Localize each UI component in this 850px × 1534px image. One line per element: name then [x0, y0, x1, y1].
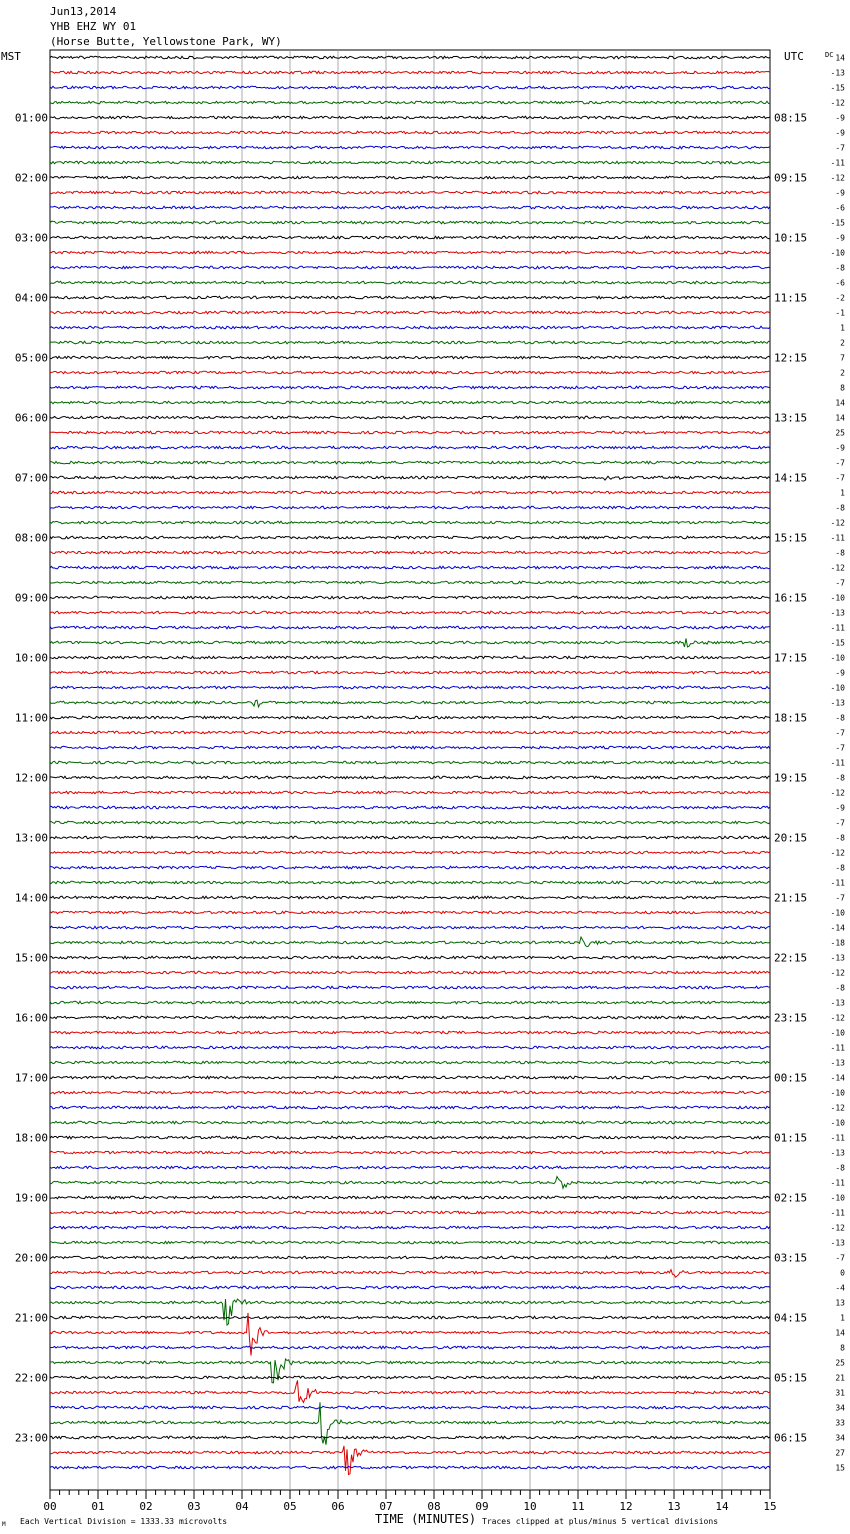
- trace-line: [50, 626, 770, 629]
- dc-offset-label: -8: [835, 503, 845, 513]
- trace-line: [50, 686, 770, 689]
- trace-line: [50, 776, 770, 779]
- hour-label-left: 01:00: [14, 111, 48, 125]
- dc-offset-label: 2: [840, 368, 845, 378]
- dc-offset-label: -12: [830, 563, 845, 573]
- trace-line: [50, 551, 770, 554]
- x-tick-label: 15: [763, 1500, 777, 1513]
- dc-offset-label: -11: [830, 1208, 845, 1218]
- trace-line: [50, 821, 770, 824]
- dc-offset-label: -7: [835, 458, 845, 468]
- trace-line: [50, 296, 770, 299]
- trace-line: [50, 116, 770, 119]
- trace-line: [50, 1031, 770, 1034]
- trace-line: [50, 1151, 770, 1154]
- dc-offset-label: -10: [830, 683, 845, 693]
- hour-label-left: 23:00: [14, 1431, 48, 1445]
- trace-line: [50, 1466, 770, 1469]
- dc-offset-label: -9: [835, 803, 845, 813]
- dc-offset-label: 34: [835, 1433, 845, 1443]
- trace-line: [50, 581, 770, 584]
- dc-offset-label: -15: [830, 83, 845, 93]
- dc-offset-label: 21: [835, 1373, 845, 1383]
- dc-offset-label: -10: [830, 908, 845, 918]
- hour-label-right: 02:15: [774, 1191, 808, 1205]
- x-tick-label: 10: [523, 1500, 537, 1513]
- dc-offset-label: 1: [840, 323, 845, 333]
- hour-label-left: 08:00: [14, 531, 48, 545]
- x-tick-label: 05: [283, 1500, 297, 1513]
- x-tick-label: 04: [235, 1500, 249, 1513]
- hour-label-left: 18:00: [14, 1131, 48, 1145]
- location-label: (Horse Butte, Yellowstone Park, WY): [50, 35, 282, 48]
- hour-label-left: 14:00: [14, 891, 48, 905]
- trace-line: [50, 806, 770, 809]
- dc-offset-label: -10: [830, 1118, 845, 1128]
- dc-offset-label: -8: [835, 983, 845, 993]
- trace-line: [50, 326, 770, 329]
- trace-line: [50, 206, 770, 209]
- hour-label-right: 08:15: [774, 111, 808, 125]
- trace-line: [50, 1121, 770, 1124]
- dc-offset-label: 25: [835, 428, 845, 438]
- hour-label-left: 09:00: [14, 591, 48, 605]
- label-layer: [1, 50, 845, 1528]
- trace-line: [50, 937, 770, 947]
- trace-line: [50, 416, 770, 419]
- dc-offset-label: -12: [830, 1103, 845, 1113]
- hour-label-right: 12:15: [774, 351, 808, 365]
- trace-line: [50, 746, 770, 749]
- hour-label-left: 12:00: [14, 771, 48, 785]
- hour-label-right: 21:15: [774, 891, 808, 905]
- right-timezone-label: UTC: [784, 50, 804, 63]
- x-axis-title: TIME (MINUTES): [375, 1512, 477, 1526]
- hour-label-right: 18:15: [774, 711, 808, 725]
- trace-line: [50, 446, 770, 449]
- trace-line: [50, 1211, 770, 1214]
- trace-line: [50, 1241, 770, 1244]
- hour-label-right: 17:15: [774, 651, 808, 665]
- dc-offset-label: -12: [830, 848, 845, 858]
- x-tick-label: 14: [715, 1500, 729, 1513]
- dc-offset-label: -12: [830, 788, 845, 798]
- x-tick-label: 03: [187, 1500, 201, 1513]
- trace-line: [50, 911, 770, 914]
- hour-label-left: 22:00: [14, 1371, 48, 1385]
- dc-offset-label: -11: [830, 623, 845, 633]
- dc-offset-label: 15: [835, 1463, 845, 1473]
- trace-line: [50, 266, 770, 269]
- dc-offset-label: -1: [835, 308, 845, 318]
- dc-offset-label: -13: [830, 1058, 845, 1068]
- trace-line: [50, 101, 770, 104]
- hour-label-left: 17:00: [14, 1071, 48, 1085]
- trace-line: [50, 791, 770, 794]
- trace-line: [50, 671, 770, 674]
- dc-offset-label: -8: [835, 833, 845, 843]
- trace-line: [50, 986, 770, 989]
- dc-offset-label: 14: [835, 1328, 845, 1338]
- trace-line: [50, 506, 770, 509]
- trace-line: [50, 836, 770, 839]
- hour-label-right: 16:15: [774, 591, 808, 605]
- trace-line: [50, 1001, 770, 1004]
- dc-offset-label: -7: [835, 743, 845, 753]
- dc-offset-label: -12: [830, 98, 845, 108]
- dc-offset-label: -12: [830, 1013, 845, 1023]
- dc-offset-label: -13: [830, 953, 845, 963]
- trace-line: [50, 251, 770, 254]
- hour-label-right: 15:15: [774, 531, 808, 545]
- hour-label-left: 05:00: [14, 351, 48, 365]
- dc-offset-label: -12: [830, 968, 845, 978]
- dc-offset-label: -15: [830, 638, 845, 648]
- dc-offset-label: -13: [830, 998, 845, 1008]
- dc-offset-label: -14: [830, 1073, 845, 1083]
- dc-offset-label: -11: [830, 878, 845, 888]
- trace-line: [50, 221, 770, 224]
- dc-offset-label: -10: [830, 248, 845, 258]
- hour-label-right: 09:15: [774, 171, 808, 185]
- dc-offset-label: 8: [840, 1343, 845, 1353]
- dc-offset-label: -7: [835, 578, 845, 588]
- dc-offset-label: -9: [835, 233, 845, 243]
- dc-offset-label: -7: [835, 143, 845, 153]
- x-tick-label: 09: [475, 1500, 489, 1513]
- dc-offset-label: -15: [830, 218, 845, 228]
- trace-line: [50, 431, 770, 434]
- hour-label-left: 19:00: [14, 1191, 48, 1205]
- dc-offset-label: 2: [840, 338, 845, 348]
- hour-label-left: 21:00: [14, 1311, 48, 1325]
- trace-line: [50, 971, 770, 974]
- dc-offset-label: -13: [830, 68, 845, 78]
- trace-line: [50, 1046, 770, 1049]
- trace-line: [50, 311, 770, 314]
- hour-label-right: 20:15: [774, 831, 808, 845]
- trace-line: [50, 476, 770, 480]
- trace-line: [50, 956, 770, 959]
- dc-offset-label: -9: [835, 113, 845, 123]
- dc-offset-label: -11: [830, 158, 845, 168]
- trace-line: [50, 926, 770, 929]
- dc-offset-label: -7: [835, 818, 845, 828]
- dc-offset-label: -13: [830, 608, 845, 618]
- trace-line: [50, 161, 770, 164]
- trace-line: [50, 1436, 770, 1439]
- trace-line: [50, 1313, 770, 1356]
- trace-line: [50, 1106, 770, 1109]
- dc-offset-label: 33: [835, 1418, 845, 1428]
- hour-label-right: 22:15: [774, 951, 808, 965]
- trace-line: [50, 566, 770, 569]
- hour-label-right: 01:15: [774, 1131, 808, 1145]
- trace-line: [50, 1091, 770, 1094]
- dc-offset-label: -9: [835, 128, 845, 138]
- dc-offset-label: 1: [840, 1313, 845, 1323]
- trace-line: [50, 371, 770, 374]
- trace-line: [50, 716, 770, 719]
- trace-line: [50, 1256, 770, 1259]
- dc-offset-label: 8: [840, 383, 845, 393]
- trace-line: [50, 86, 770, 89]
- hour-label-right: 06:15: [774, 1431, 808, 1445]
- trace-line: [50, 1286, 770, 1289]
- hour-label-left: 02:00: [14, 171, 48, 185]
- x-tick-label: 11: [571, 1500, 585, 1513]
- dc-offset-label: -11: [830, 1133, 845, 1143]
- trace-line: [50, 131, 770, 134]
- dc-offset-label: -9: [835, 668, 845, 678]
- dc-offset-label: -8: [835, 548, 845, 558]
- hour-label-left: 15:00: [14, 951, 48, 965]
- trace-line: [50, 71, 770, 74]
- hour-label-right: 00:15: [774, 1071, 808, 1085]
- trace-layer: [50, 56, 770, 1474]
- dc-offset-label: -13: [830, 1148, 845, 1158]
- x-tick-label: 02: [139, 1500, 153, 1513]
- trace-line: [50, 851, 770, 854]
- trace-line: [50, 1346, 770, 1349]
- dc-offset-label: -10: [830, 1193, 845, 1203]
- trace-line: [50, 1176, 770, 1188]
- trace-line: [50, 1299, 770, 1325]
- dc-offset-label: 27: [835, 1448, 845, 1458]
- x-tick-label: 06: [331, 1500, 345, 1513]
- trace-line: [50, 356, 770, 359]
- trace-line: [50, 1359, 770, 1383]
- dc-header-label: DC: [825, 51, 834, 59]
- x-tick-label: 00: [43, 1500, 57, 1513]
- scale-note: Each Vertical Division = 1333.33 microvolts: [20, 1517, 228, 1526]
- dc-offset-label: -11: [830, 1178, 845, 1188]
- trace-line: [50, 1446, 770, 1475]
- trace-line: [50, 536, 770, 539]
- hour-label-right: 03:15: [774, 1251, 808, 1265]
- dc-offset-label: -9: [835, 443, 845, 453]
- hour-label-left: 03:00: [14, 231, 48, 245]
- trace-line: [50, 1270, 770, 1278]
- dc-offset-label: -12: [830, 173, 845, 183]
- trace-line: [50, 656, 770, 659]
- trace-line: [50, 236, 770, 239]
- dc-offset-label: -12: [830, 1223, 845, 1233]
- hour-label-right: 11:15: [774, 291, 808, 305]
- trace-line: [50, 731, 770, 734]
- hour-label-right: 14:15: [774, 471, 808, 485]
- trace-line: [50, 1016, 770, 1019]
- dc-offset-label: -14: [830, 923, 845, 933]
- hour-label-right: 04:15: [774, 1311, 808, 1325]
- trace-line: [50, 281, 770, 284]
- hour-label-left: 07:00: [14, 471, 48, 485]
- dc-offset-label: 13: [835, 1298, 845, 1308]
- dc-offset-label: -4: [835, 1283, 845, 1293]
- dc-offset-label: -12: [830, 518, 845, 528]
- dc-offset-label: 14: [835, 53, 845, 63]
- corner-mark: M: [2, 1521, 6, 1528]
- dc-offset-label: -11: [830, 1043, 845, 1053]
- trace-line: [50, 881, 770, 884]
- hour-label-left: 11:00: [14, 711, 48, 725]
- trace-line: [50, 491, 770, 494]
- dc-offset-label: -13: [830, 698, 845, 708]
- dc-offset-label: 1: [840, 488, 845, 498]
- hour-label-left: 16:00: [14, 1011, 48, 1025]
- trace-line: [50, 56, 770, 59]
- trace-line: [50, 638, 770, 646]
- x-tick-label: 01: [91, 1500, 105, 1513]
- x-tick-label: 13: [667, 1500, 681, 1513]
- dc-offset-label: -11: [830, 533, 845, 543]
- trace-line: [50, 596, 770, 599]
- dc-offset-label: 0: [840, 1268, 845, 1278]
- dc-offset-label: 34: [835, 1403, 845, 1413]
- dc-offset-label: -7: [835, 1253, 845, 1263]
- hour-label-left: 04:00: [14, 291, 48, 305]
- trace-line: [50, 341, 770, 344]
- trace-line: [50, 1166, 770, 1169]
- x-tick-label: 07: [379, 1500, 393, 1513]
- dc-offset-label: -10: [830, 653, 845, 663]
- trace-line: [50, 1136, 770, 1139]
- station-label: YHB EHZ WY 01: [50, 20, 137, 33]
- dc-offset-label: -8: [835, 713, 845, 723]
- trace-line: [50, 461, 770, 464]
- trace-line: [50, 611, 770, 614]
- dc-offset-label: -10: [830, 593, 845, 603]
- dc-offset-label: -9: [835, 188, 845, 198]
- trace-line: [50, 866, 770, 869]
- dc-offset-label: -8: [835, 863, 845, 873]
- dc-offset-label: -10: [830, 1028, 845, 1038]
- dc-offset-label: -18: [830, 938, 845, 948]
- trace-line: [50, 191, 770, 194]
- dc-offset-label: -6: [835, 278, 845, 288]
- dc-offset-label: -10: [830, 1088, 845, 1098]
- dc-offset-label: 7: [840, 353, 845, 363]
- trace-line: [50, 1376, 770, 1379]
- trace-line: [50, 700, 770, 707]
- hour-label-left: 13:00: [14, 831, 48, 845]
- date-label: Jun13,2014: [50, 5, 117, 18]
- trace-line: [50, 401, 770, 404]
- trace-line: [50, 146, 770, 149]
- trace-line: [50, 1380, 770, 1402]
- hour-label-right: 19:15: [774, 771, 808, 785]
- dc-offset-label: -6: [835, 203, 845, 213]
- dc-offset-label: -8: [835, 1163, 845, 1173]
- left-timezone-label: MST: [1, 50, 21, 63]
- trace-line: [50, 1061, 770, 1064]
- dc-offset-label: 14: [835, 398, 845, 408]
- dc-offset-label: -8: [835, 773, 845, 783]
- dc-offset-label: 25: [835, 1358, 845, 1368]
- hour-label-right: 23:15: [774, 1011, 808, 1025]
- dc-offset-label: -13: [830, 1238, 845, 1248]
- trace-line: [50, 176, 770, 179]
- hour-label-left: 10:00: [14, 651, 48, 665]
- trace-line: [50, 1196, 770, 1199]
- dc-offset-label: 31: [835, 1388, 845, 1398]
- trace-line: [50, 386, 770, 389]
- dc-offset-label: 14: [835, 413, 845, 423]
- dc-offset-label: -7: [835, 728, 845, 738]
- hour-label-right: 10:15: [774, 231, 808, 245]
- dc-offset-label: -11: [830, 758, 845, 768]
- trace-line: [50, 896, 770, 899]
- trace-line: [50, 761, 770, 764]
- hour-label-right: 05:15: [774, 1371, 808, 1385]
- hour-label-left: 20:00: [14, 1251, 48, 1265]
- trace-line: [50, 1406, 770, 1409]
- dc-offset-label: -8: [835, 263, 845, 273]
- clip-note: Traces clipped at plus/minus 5 vertical divisions: [482, 1517, 719, 1526]
- dc-offset-label: -7: [835, 473, 845, 483]
- x-tick-label: 12: [619, 1500, 633, 1513]
- trace-line: [50, 1076, 770, 1079]
- trace-line: [50, 1226, 770, 1229]
- hour-label-right: 13:15: [774, 411, 808, 425]
- dc-offset-label: -7: [835, 893, 845, 903]
- trace-line: [50, 1316, 770, 1319]
- dc-offset-label: -2: [835, 293, 845, 303]
- hour-label-left: 06:00: [14, 411, 48, 425]
- trace-line: [50, 521, 770, 524]
- x-tick-label: 08: [427, 1500, 441, 1513]
